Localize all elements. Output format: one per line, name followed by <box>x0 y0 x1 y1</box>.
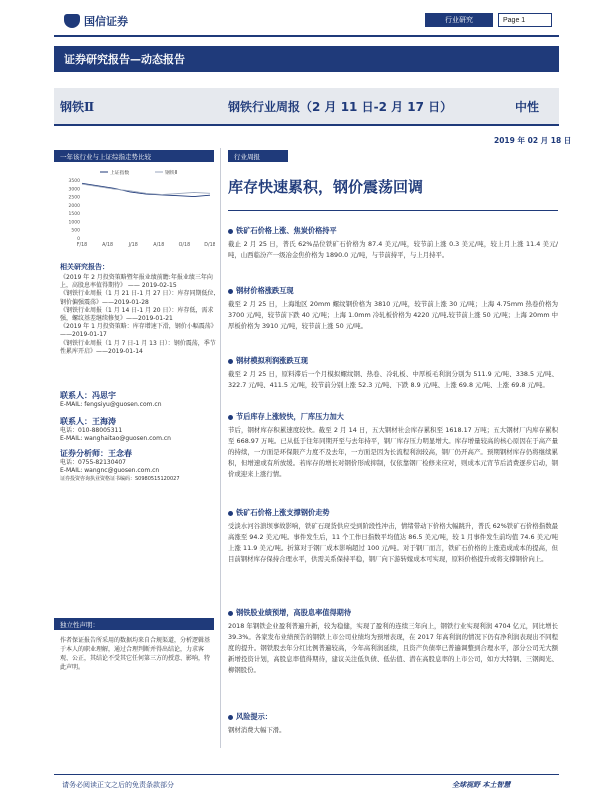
x-tick-label: O/18 <box>178 243 191 248</box>
legend-label: 钢铁Ⅱ <box>165 171 177 176</box>
section-title: 节后库存上涨较快，厂库压力加大 <box>236 412 344 421</box>
contact-2 <box>60 418 220 443</box>
y-tick-label: 3000 <box>68 187 80 193</box>
section-earnings <box>228 608 558 676</box>
related-item: 《钢铁行业周报（1 月 21 日-1 月 27 日）：库存同期低位,钢价偏强震荡》——2019-01-28 <box>60 290 216 306</box>
bullet-icon <box>228 229 233 234</box>
bullet-icon <box>228 359 233 364</box>
y-tick-label: 2000 <box>68 203 80 209</box>
disclaimer-text: 作者保证报告所采用的数据均来自合规渠道，分析逻辑基于本人的职业理解，通过合理判断并得出结论，力求客观、公正，其结论不受其它任何第三方的授意、影响，特此声明。 <box>60 637 211 671</box>
section-body: 截至 2 月 25 日，原料滞后一个月模拟螺纹钢、热卷、冷轧板、中厚板毛利润分别为 511.9 元/吨、338.5 元/吨、322.7 元/吨、411.5 元/吨，较节前分别上涨 52.3 元/吨、下跌 8.9 元/吨、上涨 69.8 元/吨、上涨 69.8 元/吨。 <box>228 370 558 389</box>
section-iron-ore <box>228 226 558 261</box>
header-tag: 行业研究 <box>425 13 493 27</box>
contact-tel: 电话：010-88005311 <box>60 427 123 434</box>
x-tick-label: F/18 <box>76 243 88 248</box>
x-tick-label: D/18 <box>204 243 215 248</box>
section-title: 钢铁股业绩预增，高股息率值得期待 <box>236 608 352 617</box>
chart-svg <box>60 166 215 254</box>
bullet-icon <box>228 715 233 720</box>
main-category: 行业周报 <box>228 150 288 162</box>
section-title: 钢材模拟利润涨跌互现 <box>236 356 308 365</box>
logo-icon <box>64 14 80 28</box>
footer-divider <box>54 774 559 775</box>
section-inventory <box>228 412 558 480</box>
section-body: 截至 2 月 25 日，上海地区 20mm 螺纹钢价格为 3810 元/吨，较节前上涨 30 元/吨；上海 4.75mm 热卷价格为 3700 元/吨，较节前下跌 40 元/吨；上海 1.0mm 冷轧板价格为 4220 元/吨,较节前上涨 50 元/吨；上海 20mm 中厚板价格为 3910 元/吨，较节前上涨 50 元/吨。 <box>228 300 558 330</box>
section-title: 风险提示： <box>236 712 272 721</box>
y-tick-label: 500 <box>71 228 80 234</box>
bullet-icon <box>228 611 233 616</box>
section-profit <box>228 356 558 391</box>
related-item: 《钢铁行业周报（1 月 14 日-1 月 20 日）：库存低，需求强，螺纹基差继续修复》——2019-01-21 <box>60 306 214 323</box>
x-tick-label: A/18 <box>153 243 165 248</box>
disclaimer-header: 独立性声明： <box>54 618 214 630</box>
section-title: 铁矿石价格上涨支撑钢价走势 <box>236 508 330 517</box>
section-title: 铁矿石价格上涨、焦炭价格持平 <box>236 226 337 235</box>
bullet-icon <box>228 289 233 294</box>
contact-label: 联系人： <box>60 391 92 400</box>
contact-1 <box>60 392 220 409</box>
sector-name: 钢铁Ⅱ <box>60 100 95 114</box>
contact-label: 联系人： <box>60 417 92 426</box>
headline: 库存快速累积，钢价震荡回调 <box>228 178 424 196</box>
y-tick-label: 3500 <box>68 179 80 184</box>
section-steel-price <box>228 286 558 332</box>
contact-name: 王海涛 <box>92 417 116 426</box>
y-tick-label: 1500 <box>68 212 80 218</box>
y-tick-label: 0 <box>77 237 80 242</box>
bullet-icon <box>228 415 233 420</box>
footer-slogan: 全球视野 本土智慧 <box>452 781 511 789</box>
analyst-cert: 证券投资咨询执业资格证书编码：S0980515120027 <box>60 476 180 482</box>
related-item: 《钢铁行业周报（1 月 7 日-1 月 13 日）：钢价震荡，季节性累库开启》——2019-01-14 <box>60 339 216 355</box>
report-type-bar: 证券研究报告—动态报告 <box>54 46 559 72</box>
logo-text: 国信证券 <box>84 15 128 28</box>
analyst-label: 证券分析师： <box>60 449 108 458</box>
section-body: 钢材消费大幅下滑。 <box>228 726 286 734</box>
trend-chart <box>60 166 215 254</box>
weekly-title: 钢铁行业周报（2 月 11 日-2 月 17 日） <box>228 100 453 114</box>
chart-header: 一年该行业与上证综指走势比较 <box>54 150 214 162</box>
column-divider <box>220 148 221 748</box>
rating: 中性 <box>515 100 540 114</box>
bullet-icon <box>228 511 233 516</box>
section-body: 2018 年钢铁企业盈利普遍升新，较为稳健，实现了盈利的连续三年向上，钢铁行业实现利润 4704 亿元，同比增长 39.3%。各家发布业绩预告的钢铁上市公司业绩均为预增表现，在 2017 年高利润的情况下仍有净利润表现出不同程度的提升。钢铁股去年分红比例普遍较高，今年高利润延续，且资产负债率已普遍调整到合理水平，部分公司无大额新增投资计划，高股息率值得期待，建议关注低负债、低估值、潜在高股息率的上市公司，如方大特钢、三钢闽光、柳钢股份。 <box>228 622 558 674</box>
y-tick-label: 2500 <box>68 195 80 201</box>
contact-email: E-MAIL: wanghaitao@guosen.com.cn <box>60 435 171 442</box>
series-line-0 <box>82 183 210 196</box>
related-reports <box>60 262 218 356</box>
page-number: Page 1 <box>498 13 552 27</box>
y-tick-label: 1000 <box>68 220 80 226</box>
related-title: 相关研究报告： <box>60 263 109 271</box>
section-body: 截止 2 月 25 日，普氏 62%品位铁矿石价格为 87.4 美元/吨，较节前上涨 0.3 美元/吨，较上月上涨 11.4 美元/吨，山西临汾产一级冶金焦价格为 1890.0 元/吨，与节前持平，与上月持平。 <box>228 240 558 259</box>
analyst-email: E-MAIL: wangnc@guosen.com.cn <box>60 467 160 474</box>
related-item: 《2019 年 2 月投资策略暨年报业绩前瞻:年报业绩三年向上，高股息率值得期待》 —— 2019-02-15 <box>60 274 213 290</box>
series-line-1 <box>82 184 210 195</box>
section-body: 受淡水河谷溃坝事故影响，铁矿石现货供应受到阶段性冲击，情绪带动下价格大幅跳升，普氏 62%铁矿石价格指数最高涨至 94.2 美元/吨。事件发生后，11 个工作日指数平均值达 86.5 美元/吨，较 1 月事件发生前均值 74.6 美元/吨上涨 11.9 美元/吨。折算对于钢厂成本影响超过 100 元/吨。对于钢厂而言，铁矿石价格的上涨造成成本的提高，但目前钢材库存保持合理水平，供需关系保持平稳，钢厂向下游转嫁成本可实现，原料价格提升或将支撑钢价向上。 <box>228 522 558 563</box>
x-tick-label: A/18 <box>102 243 114 248</box>
analyst-tel: 电话：0755-82130407 <box>60 459 126 466</box>
x-tick-label: J/18 <box>128 243 138 248</box>
email-label: E-MAIL: <box>60 401 83 408</box>
legend-label: 上证指数 <box>110 171 130 176</box>
headline-divider <box>228 210 558 211</box>
section-risk <box>228 712 558 736</box>
related-item: 《2019 年 1 月投资策略：库存增速下滑，钢价小幅震荡》——2019-01-17 <box>60 323 217 339</box>
analyst-name: 王念春 <box>108 449 132 458</box>
report-date: 2019 年 02 月 18 日 <box>494 136 572 145</box>
footer-disclaimer: 请务必阅读正文之后的免责条款部分 <box>62 781 174 789</box>
top-divider <box>54 35 559 37</box>
company-logo <box>64 10 164 32</box>
section-ore-support <box>228 508 558 565</box>
section-title: 钢材价格涨跌互现 <box>236 286 294 295</box>
section-body: 节后，钢材库存积累速度较快。截至 2 月 14 日，五大钢材社会库存累积至 1618.17 万吨；五大钢材厂内库存累积至 668.97 万吨。已从低于往年同期开至与去年持平，钢厂库存压力明显增大。库存增量较高的核心原因在于高产量的持续，一方面是环保限产力度不及去年，一方面是因为长流程利润较高，钢厂仍开高产。预期钢材库存仍将继续累积，但增速或有所放缓。若库存的增长对钢价形成抑制，仅依靠钢厂检修来应对，则成本元宵节后消费逐步启动，钢价或迎来上涨行情。 <box>228 426 558 478</box>
contact-email: fengsiyu@guosen.com.cn <box>84 401 162 408</box>
analyst <box>60 450 220 483</box>
contact-name: 冯思宇 <box>92 391 116 400</box>
